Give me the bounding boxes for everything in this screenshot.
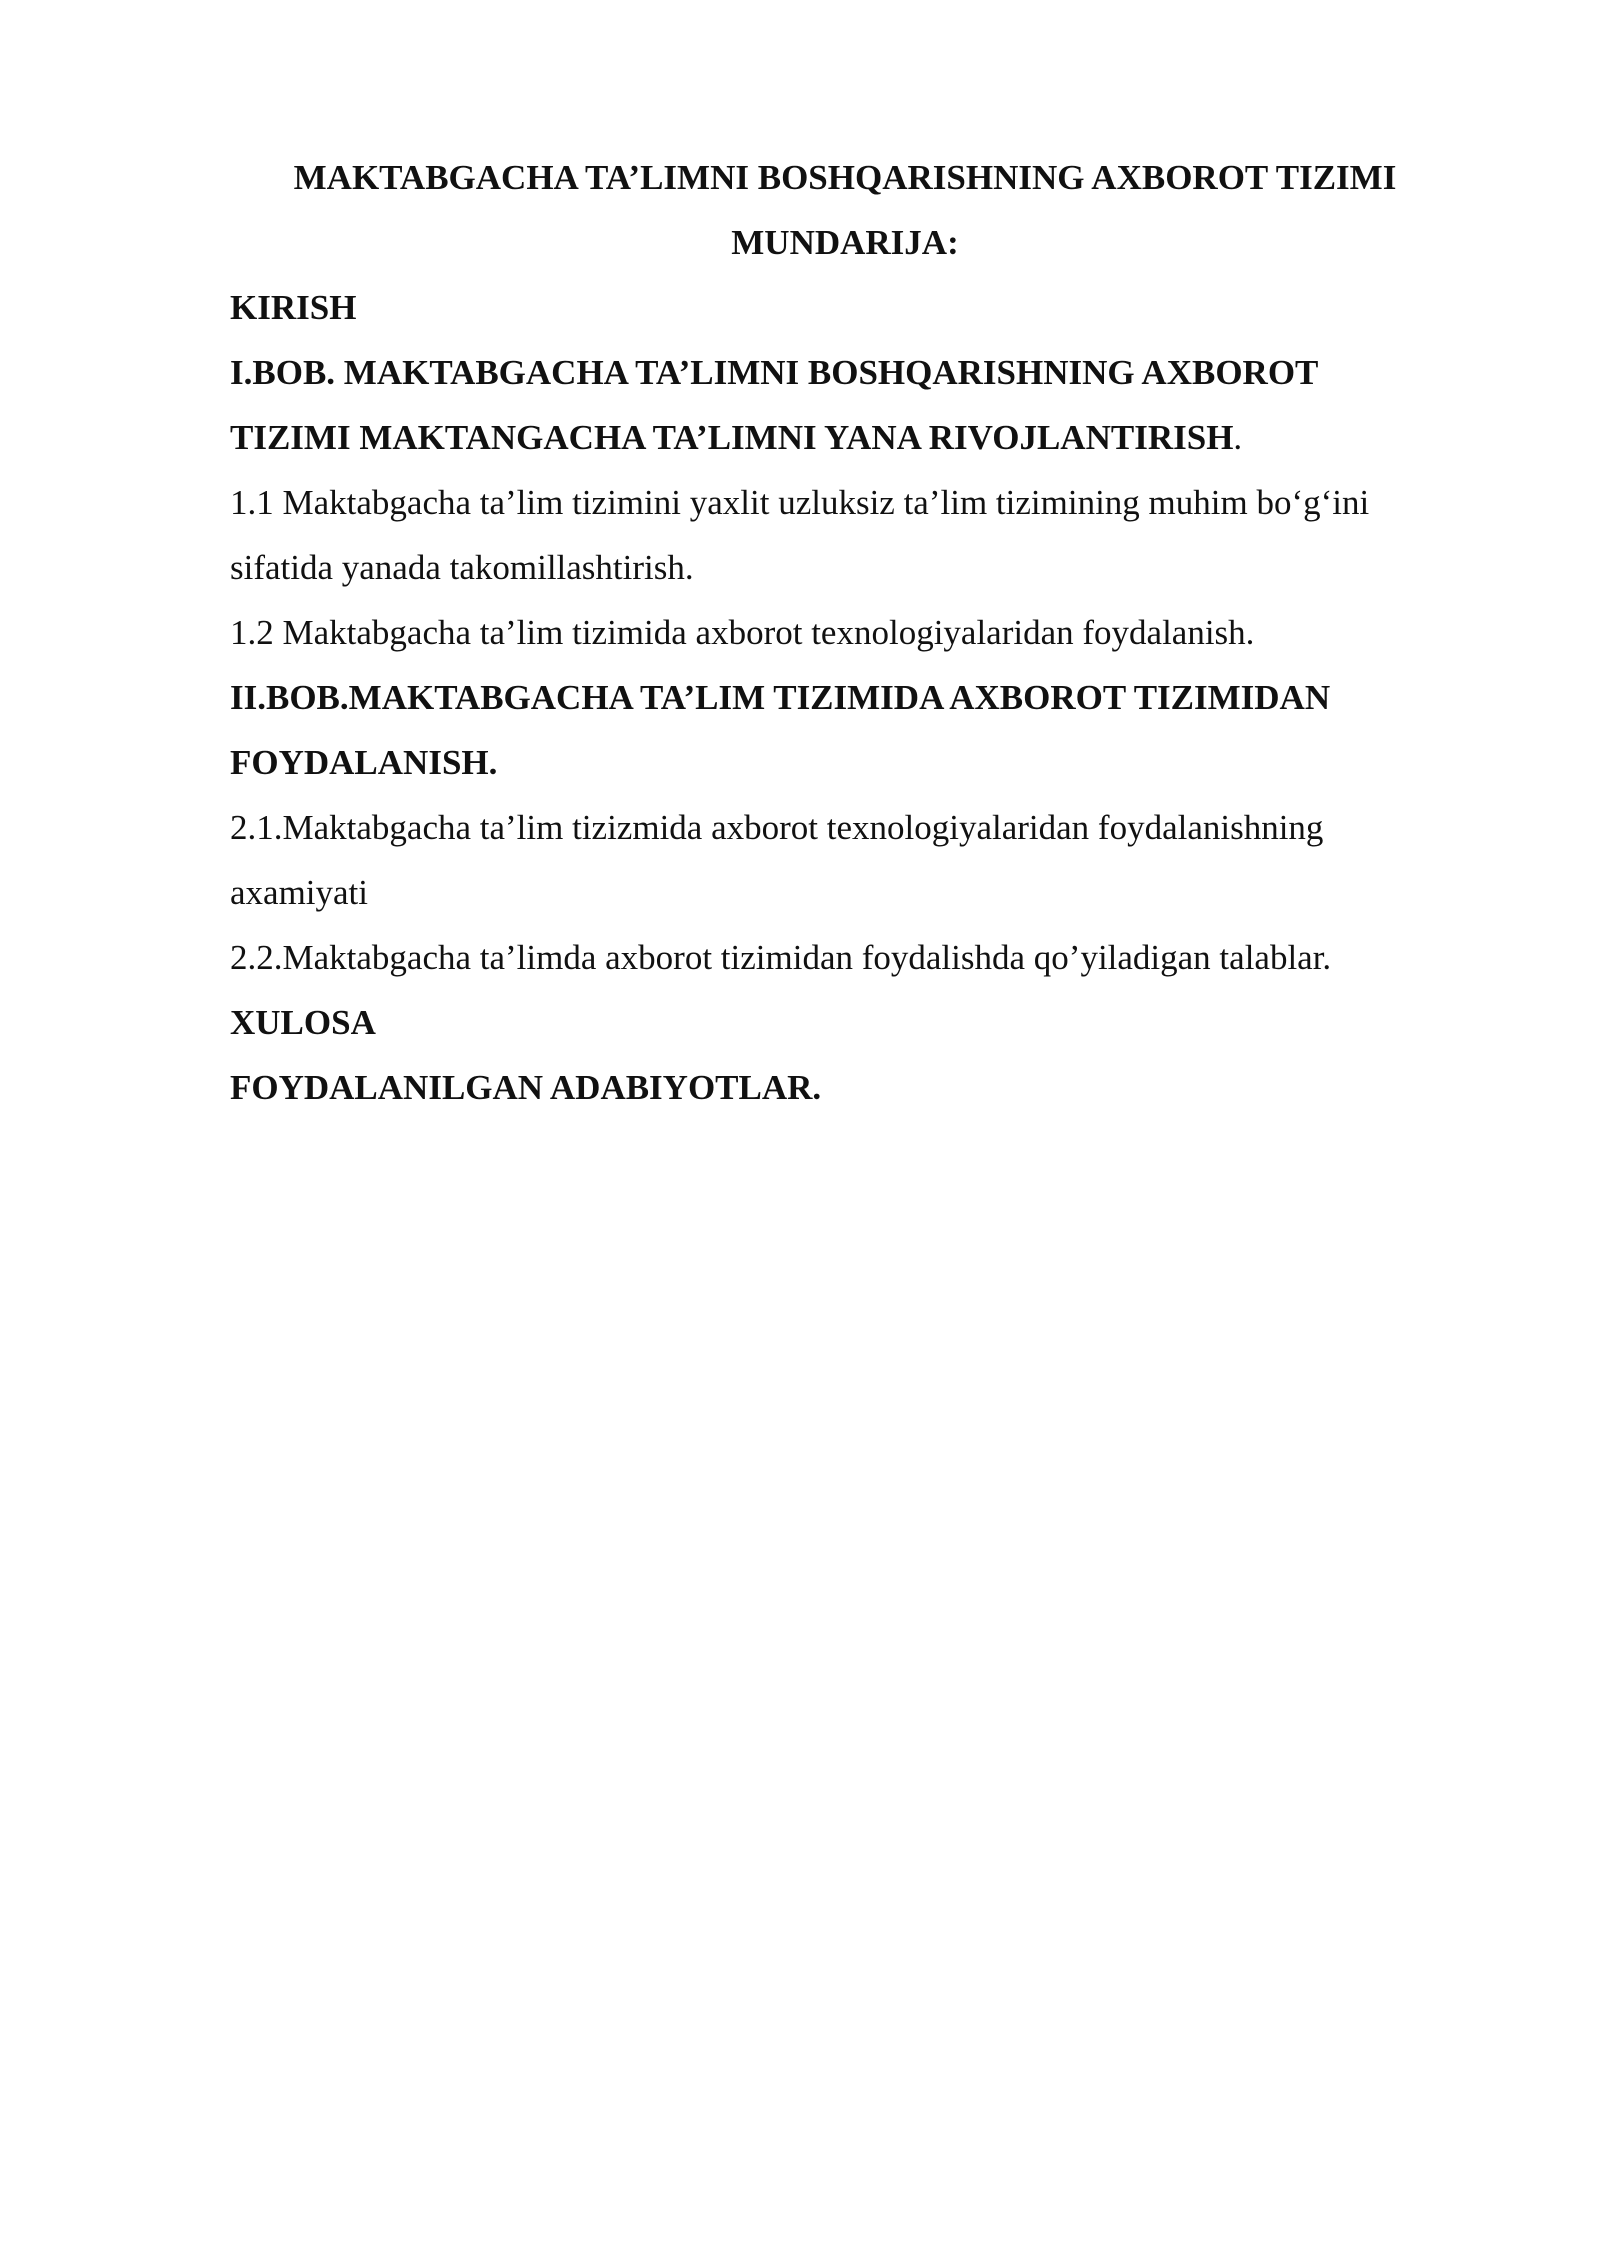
document-title: MAKTABGACHA TA’LIMNI BOSHQARISHNING AXBOROT TIZIMI [293,158,1397,197]
toc-entry-section-2-2: 2.2.Maktabgacha ta’limda axborot tizimidan foydalishda qo’yiladigan talablar. [230,938,1332,977]
toc-entry-section-1-2: 1.2 Maktabgacha ta’lim tizimida axborot texnologiyalaridan foydalanish. [230,613,1255,652]
toc-entry-chapter-1-period: . [1233,418,1243,457]
contents-heading: MUNDARIJA: [731,223,959,262]
toc-entry-conclusion: XULOSA [230,1003,376,1042]
toc-entry-section-2-1-line-2: axamiyati [230,873,369,912]
toc-entry-references: FOYDALANILGAN ADABIYOTLAR. [230,1068,822,1107]
toc-entry-chapter-2-line-2: FOYDALANISH. [230,743,498,782]
toc-entry-chapter-1-line-2-text: TIZIMI MAKTANGACHA TA’LIMNI YANA RIVOJLANTIRISH [230,418,1234,457]
toc-entry-section-1-1-line-2: sifatida yanada takomillashtirish. [230,548,694,587]
toc-entry-chapter-1-line-2 [230,405,1470,470]
toc-entry-chapter-2-line-1: II.BOB.MAKTABGACHA TA’LIM TIZIMIDA AXBOROT TIZIMIDAN [230,678,1331,717]
toc-entry-introduction: KIRISH [230,288,357,327]
toc-entry-section-1-1-line-1: 1.1 Maktabgacha ta’lim tizimini yaxlit uzluksiz ta’lim tizimining muhim bo‘g‘ini [230,483,1370,522]
toc-entry-chapter-1-line-1: I.BOB. MAKTABGACHA TA’LIMNI BOSHQARISHNING AXBOROT [230,353,1319,392]
toc-entry-section-2-1-line-1: 2.1.Maktabgacha ta’lim tizizmida axborot texnologiyalaridan foydalanishning [230,808,1324,847]
document-content [230,145,1470,1120]
